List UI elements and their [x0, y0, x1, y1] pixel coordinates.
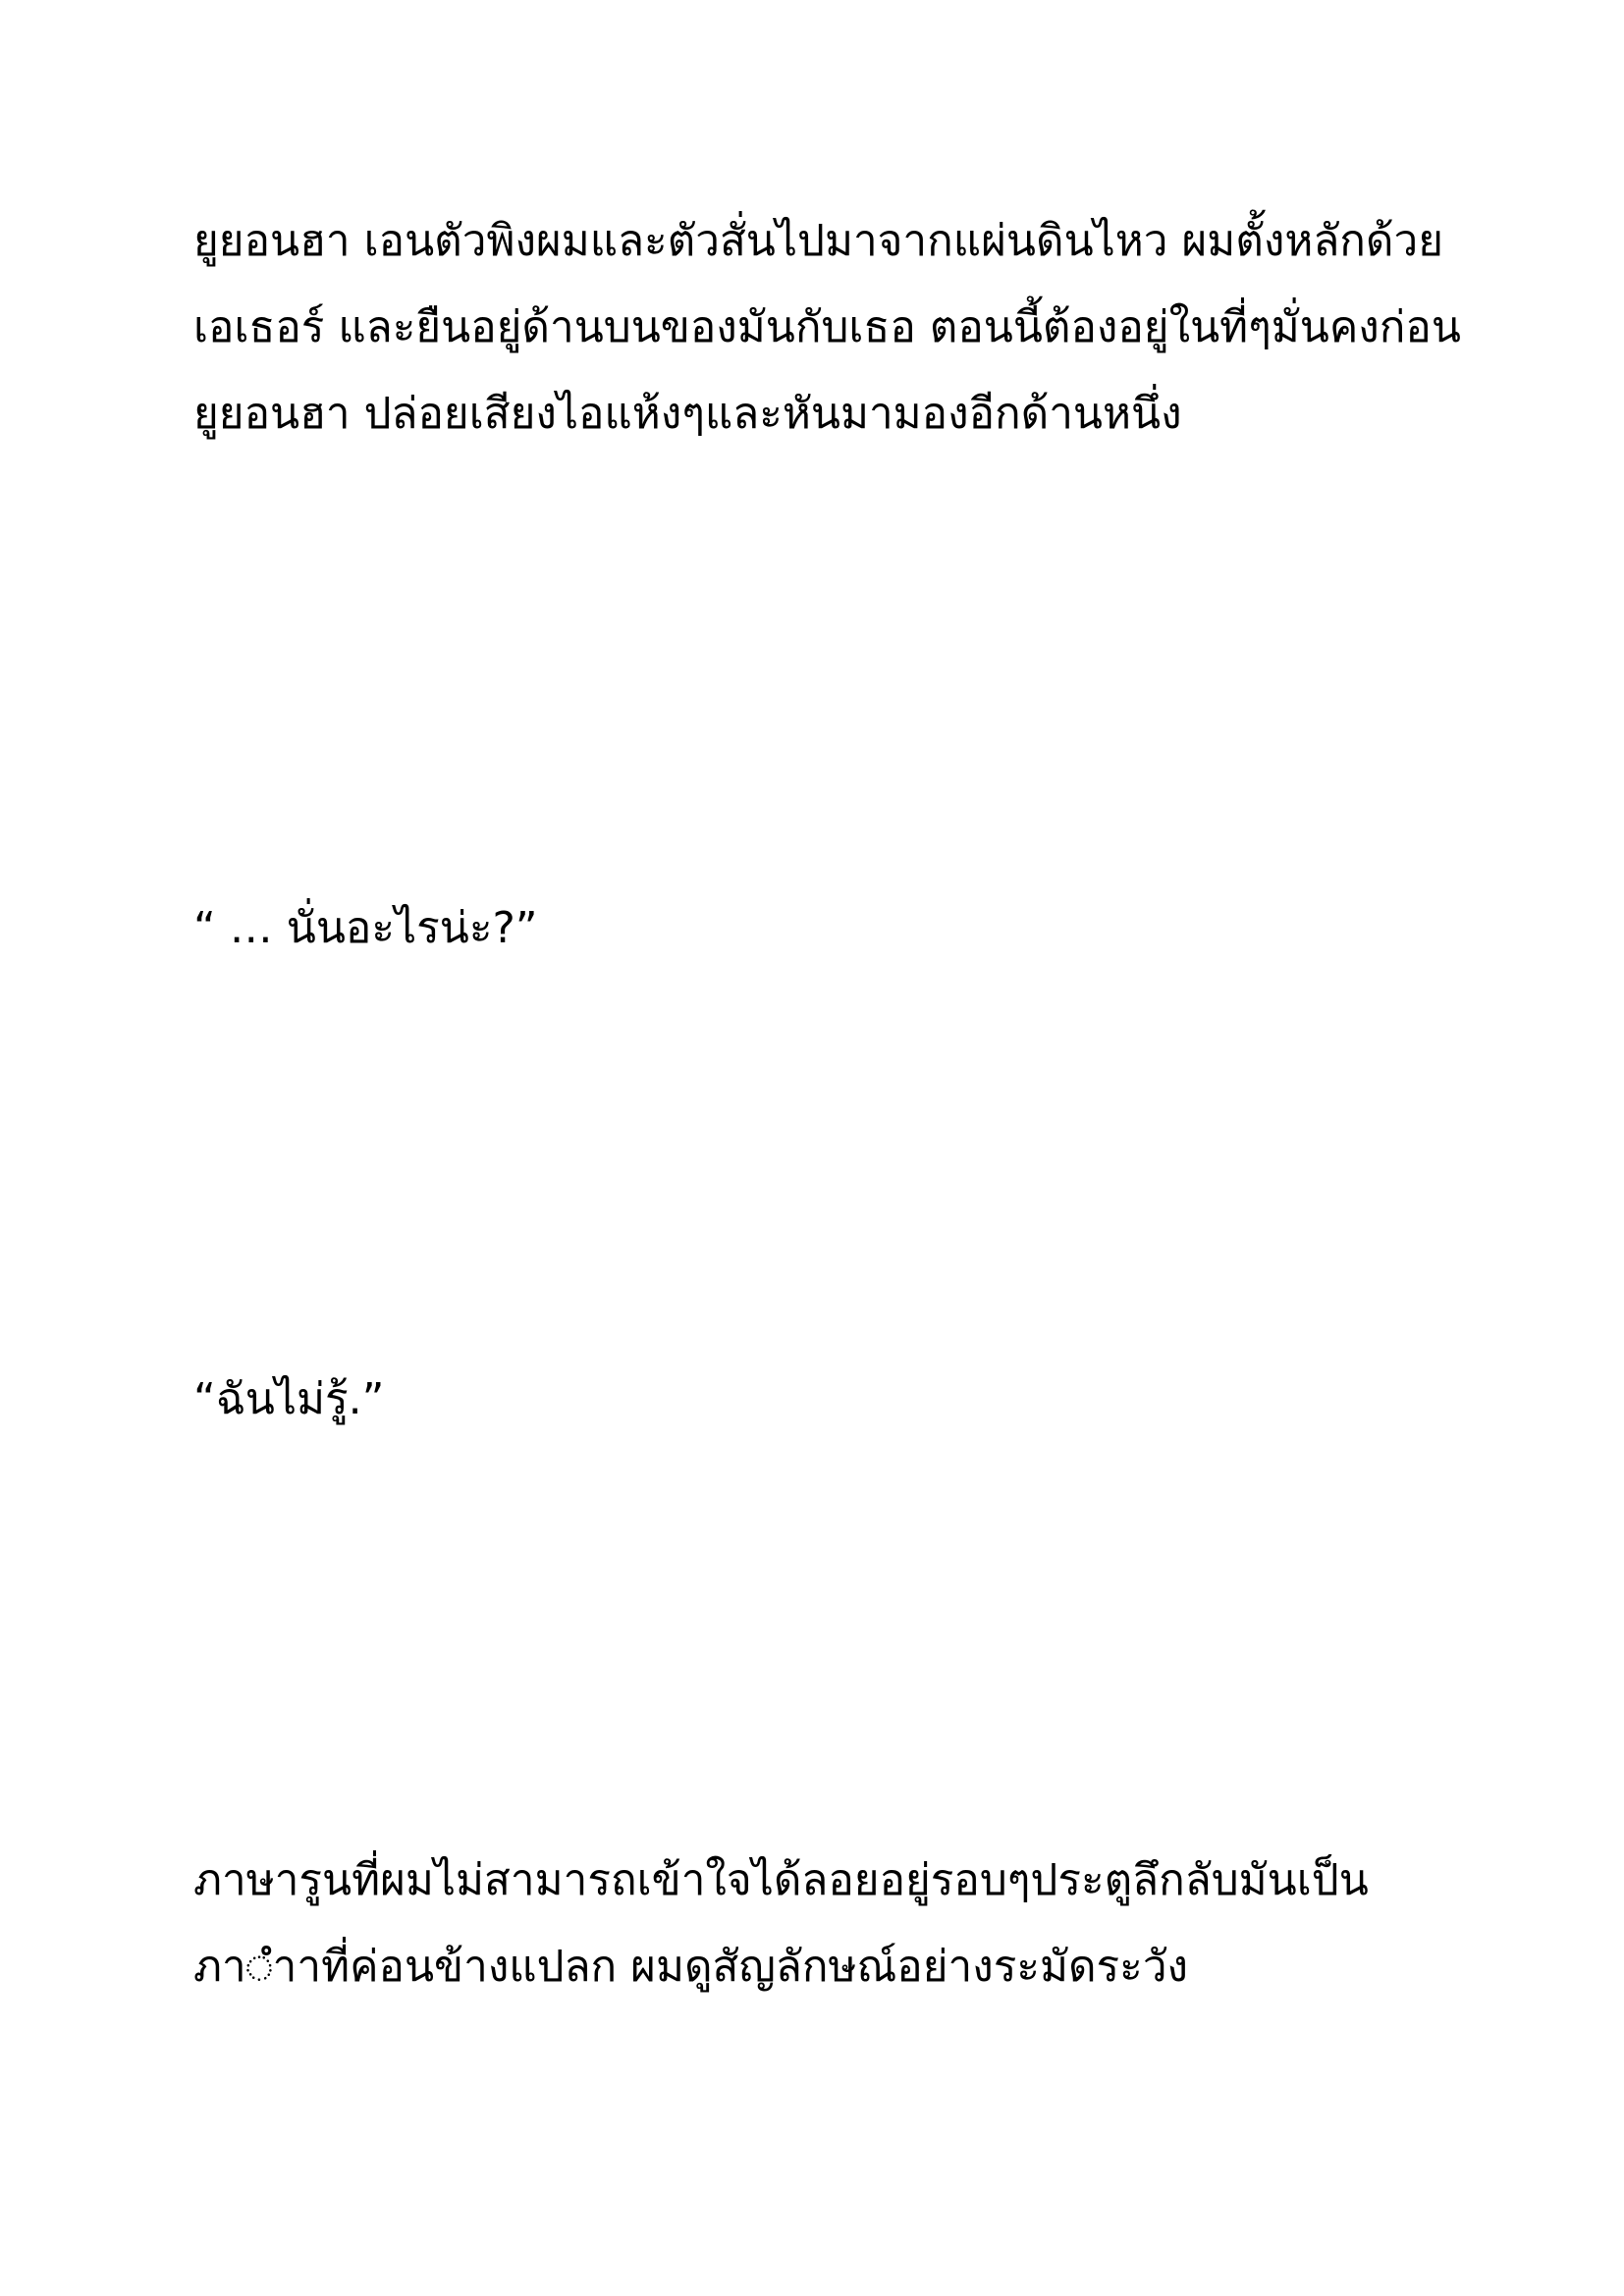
- dialogue-line: “ฉันไม่รู้.”: [193, 1374, 385, 1424]
- paragraph-line: ยูยอนฮา เอนตัวพิงผมและตัวสั่นไปมาจากแผ่นดินไหว ผมตั้งหลักด้วย: [193, 216, 1443, 266]
- paragraph-line: เอเธอร์ และยืนอยู่ด้านบนของมันกับเธอ ตอนนี้ต้องอยู่ในที่ๆมั่นคงก่อน: [193, 302, 1461, 352]
- paragraph-runes: [193, 1838, 1460, 2010]
- paragraph-line: ภาษารูนที่ผมไม่สามารถเข้าใจได้ลอยอยู่รอบๆประตูลึกลับมันเป็น: [193, 1855, 1369, 1905]
- dialogue-line: “ … นั่นอะไรน่ะ?”: [193, 903, 538, 953]
- paragraph-line: ยูยอนฮา ปล่อยเสียงไอแห้งๆและหันมามองอีกด้านหนึ่ง: [193, 389, 1182, 439]
- dialogue-question: [193, 885, 1460, 972]
- paragraph-earthquake: [193, 198, 1460, 457]
- paragraph-line: ภา◌ำาที่ค่อนข้างแปลก ผมดูสัญลักษณ์อย่างระมัดระวัง: [193, 1942, 1189, 1992]
- dialogue-answer: [193, 1357, 1460, 1443]
